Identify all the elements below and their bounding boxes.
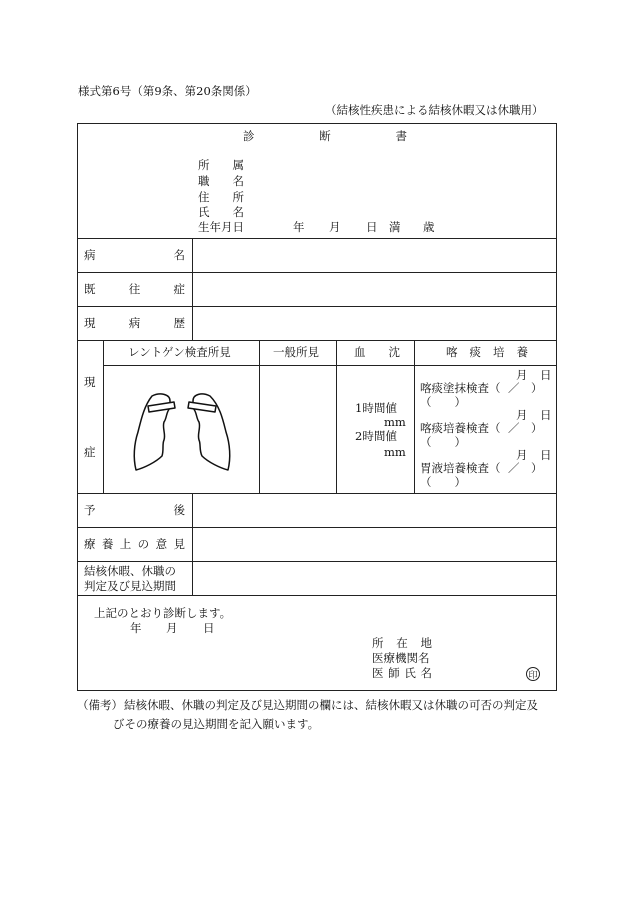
age-full-label: 満 (389, 220, 401, 234)
leave-judgment-label-line1: 結核休暇、休職の (84, 564, 176, 578)
birth-month-label: 月 (329, 220, 341, 234)
gastric-test-label: 胃液培養検査（ (420, 461, 501, 475)
divider (77, 493, 557, 494)
xray-header: レントゲン検査所見 (128, 345, 231, 359)
lungs-icon (130, 388, 236, 478)
note-line-2: びその療養の見込期間を記入願います。 (113, 717, 320, 731)
title-char: 断 (319, 129, 331, 143)
divider (77, 340, 557, 341)
smear-day-label: 日 (540, 368, 552, 382)
clinic-location-label: 所 在 地 (372, 636, 432, 650)
disease-name-label: 病 名 (84, 248, 185, 262)
divider (336, 340, 337, 493)
divider (192, 493, 193, 595)
divider (77, 527, 557, 528)
name-label: 氏 名 (198, 205, 244, 219)
issue-year-label: 年 (130, 621, 142, 635)
issue-month-label: 月 (166, 621, 178, 635)
culture-day-label: 日 (540, 408, 552, 422)
form-purpose: （結核性疾患による結核休暇又は休職用） (325, 103, 544, 117)
blood-2h-label: 2時間値 (355, 429, 397, 443)
divider (192, 238, 193, 340)
past-history-label: 既 往 症 (84, 282, 185, 296)
title-char: 診 (243, 129, 255, 143)
birth-day-label: 日 (366, 220, 378, 234)
culture-test-paren: （ ） (420, 435, 466, 449)
sputum-culture-header: 喀 痰 培 養 (446, 345, 528, 359)
general-findings-header: 一般所見 (273, 345, 319, 359)
birth-year-label: 年 (293, 220, 305, 234)
document-title (243, 131, 407, 143)
birthdate-label: 生年月日 (198, 220, 244, 234)
diagnosis-statement: 上記のとおり診断します。 (94, 606, 232, 620)
institution-name-label: 医療機関名 (372, 651, 430, 665)
culture-month-label: 月 (516, 408, 528, 422)
job-title-label: 職 名 (198, 174, 244, 188)
blood-1h-label: 1時間値 (355, 401, 397, 415)
symptoms-side-label-bottom: 症 (84, 445, 96, 459)
seal-mark: 印 (526, 667, 540, 681)
culture-test-label: 喀痰培養検査（ (420, 421, 501, 435)
divider (103, 340, 104, 493)
blood-1h-unit: mm (384, 415, 406, 429)
title-char: 書 (395, 129, 407, 143)
divider (259, 340, 260, 493)
present-history-label: 現 病 歴 (84, 316, 185, 330)
issue-day-label: 日 (203, 621, 215, 635)
smear-test-label: 喀痰塗抹検査（ (420, 381, 501, 395)
address-label: 住 所 (198, 190, 244, 204)
culture-test-close: ／ ） (508, 421, 543, 435)
form-number: 様式第6号（第9条、第20条関係） (78, 84, 257, 98)
gastric-test-close: ／ ） (508, 461, 543, 475)
divider (77, 238, 557, 239)
age-label: 歳 (423, 220, 435, 234)
symptoms-side-label-top: 現 (84, 375, 96, 389)
divider (77, 561, 557, 562)
divider (414, 340, 415, 493)
note-line-1: 結核休暇、休職の判定及び見込期間の欄には、結核休暇又は休職の可否の判定及 (124, 698, 538, 712)
note-label: （備考） (77, 698, 123, 712)
divider (77, 306, 557, 307)
divider (103, 365, 557, 366)
divider (77, 595, 557, 596)
divider (77, 272, 557, 273)
affiliation-label: 所 属 (198, 158, 244, 172)
gastric-day-label: 日 (540, 448, 552, 462)
smear-test-paren: （ ） (420, 395, 466, 409)
medical-opinion-label: 療 養 上 の 意 見 (84, 537, 185, 551)
leave-judgment-label-line2: 判定及び見込期間 (84, 579, 176, 593)
doctor-name-label: 医 師 氏 名 (372, 666, 432, 680)
gastric-test-paren: （ ） (420, 475, 466, 489)
smear-test-close: ／ ） (508, 381, 543, 395)
blood-2h-unit: mm (384, 445, 406, 459)
smear-month-label: 月 (516, 368, 528, 382)
gastric-month-label: 月 (516, 448, 528, 462)
blood-sedimentation-header: 血 沈 (354, 345, 400, 359)
prognosis-label: 予 後 (84, 503, 185, 517)
